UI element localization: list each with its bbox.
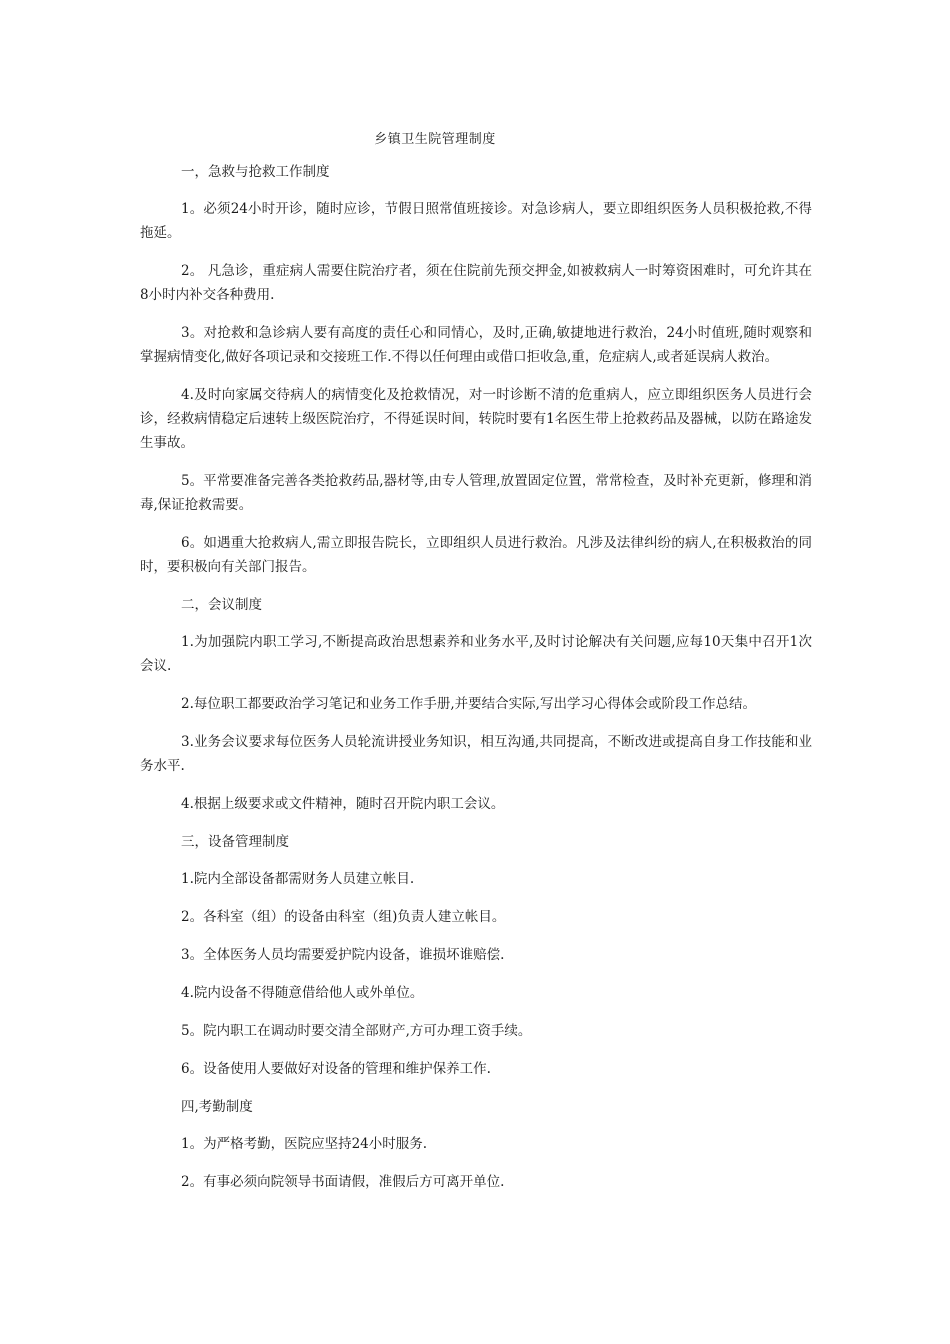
paragraph: 4.及时向家属交待病人的病情变化及抢救情况，对一时诊断不清的危重病人，应立即组织医务人员进行会诊，经救病情稳定后速转上级医院治疗，不得延误时间，转院时要有1名医生带上抢救药品及器械，以防在路途发生事故。 bbox=[140, 387, 812, 451]
paragraph: 4.院内设备不得随意借给他人或外单位。 bbox=[181, 985, 424, 1001]
paragraph: 6。如遇重大抢救病人,需立即报告院长，立即组织人员进行救治。凡涉及法律纠纷的病人,在积极救治的同时，要积极向有关部门报告。 bbox=[140, 535, 812, 575]
paragraph: 4.根据上级要求或文件精神，随时召开院内职工会议。 bbox=[181, 796, 505, 812]
paragraph: 2。各科室（组）的设备由科室（组)负责人建立帐目。 bbox=[181, 909, 506, 925]
paragraph: 3.业务会议要求每位医务人员轮流讲授业务知识，相互沟通,共同提高，不断改进或提高自身工作技能和业务水平. bbox=[140, 734, 812, 774]
paragraph: 6。设备使用人要做好对设备的管理和维护保养工作. bbox=[181, 1061, 491, 1077]
paragraph: 3。全体医务人员均需要爱护院内设备，谁损坏谁赔偿. bbox=[181, 947, 505, 963]
paragraph: 1.院内全部设备都需财务人员建立帐目. bbox=[181, 871, 415, 887]
section-heading: 四,考勤制度 bbox=[181, 1099, 253, 1115]
paragraph: 3。对抢救和急诊病人要有高度的责任心和同情心，及时,正确,敏捷地进行救治，24小时值班,随时观察和掌握病情变化,做好各项记录和交接班工作.不得以任何理由或借口拒收急,重，危症病人,或者延误病人救治。 bbox=[140, 325, 812, 365]
paragraph: 1.为加强院内职工学习,不断提高政治思想素养和业务水平,及时讨论解决有关问题,应每10天集中召开1次会议. bbox=[140, 634, 812, 674]
section-heading: 二，会议制度 bbox=[181, 597, 262, 613]
paragraph: 1。为严格考勤，医院应坚持24小时服务. bbox=[181, 1136, 428, 1152]
section-heading: 三，设备管理制度 bbox=[181, 834, 289, 850]
paragraph: 5。院内职工在调动时要交清全部财产,方可办理工资手续。 bbox=[181, 1023, 532, 1039]
document-body bbox=[140, 160, 812, 1208]
section-heading: 一，急救与抢救工作制度 bbox=[181, 164, 330, 180]
document-title: 乡镇卫生院管理制度 bbox=[374, 132, 496, 147]
paragraph: 2。有事必须向院领导书面请假，准假后方可离开单位. bbox=[181, 1174, 505, 1190]
paragraph: 2。 凡急诊，重症病人需要住院治疗者，须在住院前先预交押金,如被救病人一时筹资困难时，可允许其在8小时内补交各种费用. bbox=[140, 263, 812, 303]
paragraph: 5。平常要准备完善各类抢救药品,器材等,由专人管理,放置固定位置，常常检查，及时补充更新，修理和消毒,保证抢救需要。 bbox=[140, 473, 812, 513]
paragraph: 2.每位职工都要政治学习笔记和业务工作手册,并要结合实际,写出学习心得体会或阶段工作总结。 bbox=[181, 696, 756, 712]
paragraph: 1。必须24小时开诊，随时应诊，节假日照常值班接诊。对急诊病人，要立即组织医务人员积极抢救,不得拖延。 bbox=[140, 201, 812, 241]
